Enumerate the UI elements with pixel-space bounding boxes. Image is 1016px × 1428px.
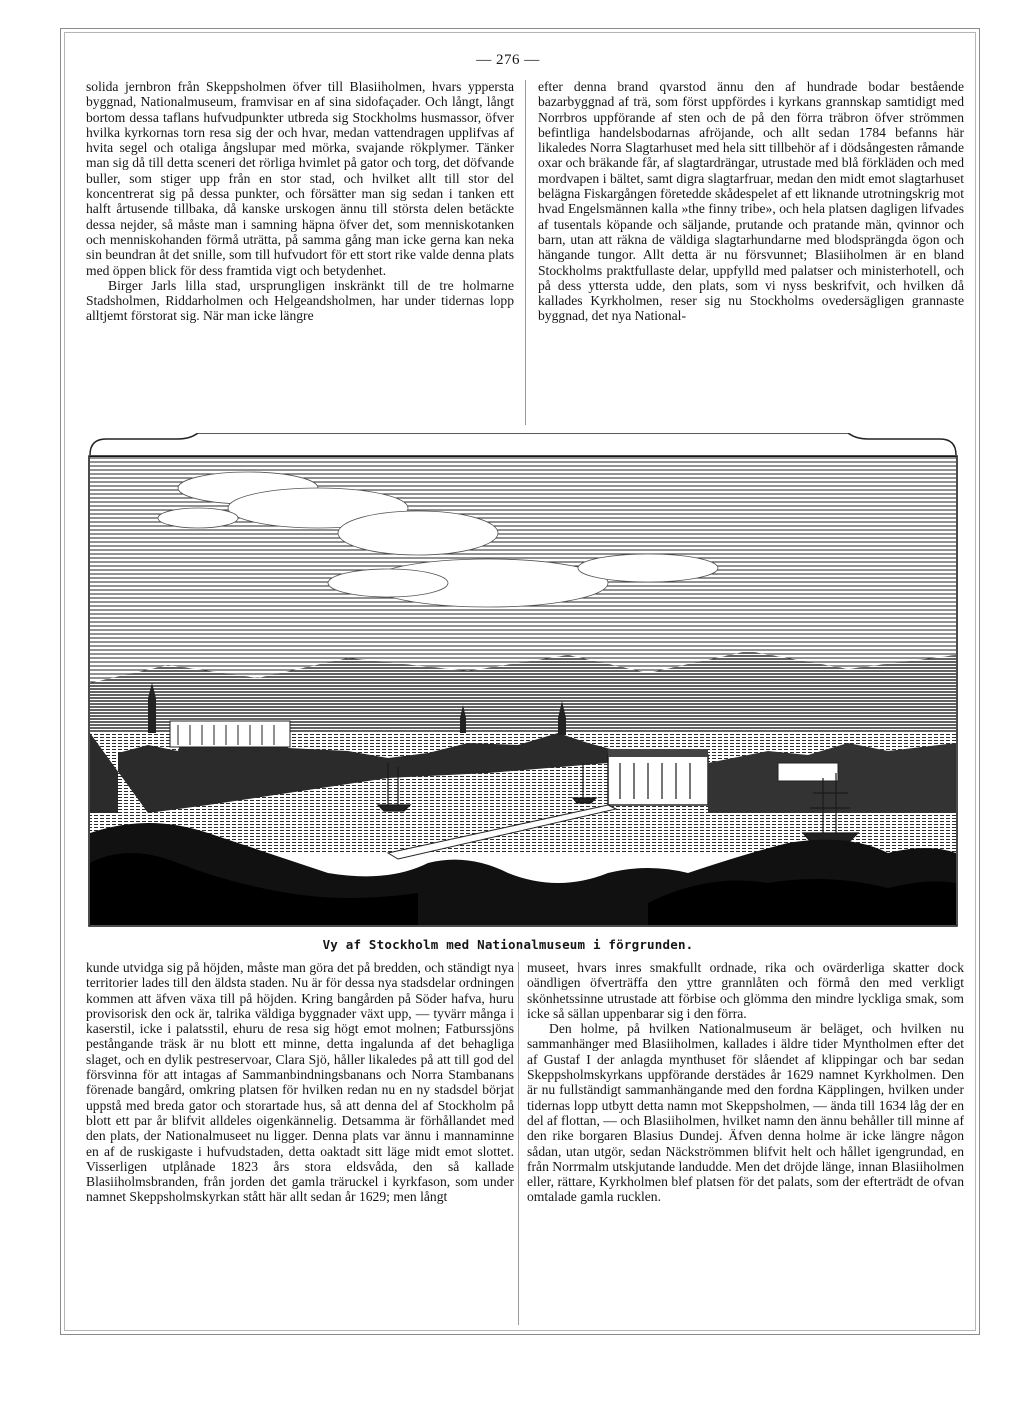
paragraph: solida jernbron från Skeppsholmen öfver till Blasiiholmen, hvars yppersta byggnad, Nationalmuseum, framvisar en af sina sidofaçader. Och långt, långt bortom dessa taflans hufvudpunkter utbreda sig Stockholms husmassor, öfver hvilka kyrkornas torn resa sig der och hvar, medan vattendragen upplifvas af hvita segel och otaliga ångslupar med mörka, svajande rökplymer. Tänker man sig då till detta sceneri det rörliga hvimlet på gator och torg, det döfvande buller, som stiger upp från en stor stad, och hvilket allt till stor del koncentrerat sig på dessa punkter, och försätter man sig sedan i tanken ett halft årtusende tillbaka, då kanske urskogen ännu till största delen betäckte dessa nejder, så måste man i samning häpna öfver det, som menniskotanken och menniskohanden förmå uträtta, på samma gång man icke gerna kan neka sin beundran åt det snille, som till hufvudort för ett stort rike valde denna plats med öppen blick för dess framtida vigt och betydenhet. [86,79,514,278]
engraving-illustration [88,433,958,928]
text-column-top-left [86,79,514,324]
text-column-bottom-left [86,960,514,1205]
paragraph: efter denna brand qvarstod ännu den af hundrade bodar bestående bazarbyggnad af trä, som först uppfördes i kyrkans grannskap samtidigt med Norrbros uppförande af sten och de på den förra träbron öfver strömmen befintliga handelsbodarnas afröjande, och allt sedan 1784 befanns här likaledes Norra Slagtarhuset med hela sitt tillbehör af i dödsångesten råmande oxar och bräkande får, af slagtardrängar, utrustade med blå förkläden och med mordvapen i bältet, samt digra slagtarfruar, medan den midt emot slagtarhuset belägna Fiskargången företedde skådespelet af ett liknande utrotningskrig mot hvad Engelsmännen kalla »the finny tribe», och hela platsen dagligen lifvades af tusentals köpande och säljande, prutande och pratande män, qvinnor och barn, utan att räkna de väldiga slagtarhundarne med blodsprängda ögon och hängande tungor. Allt detta är nu försvunnet; Blasiiholmen är en bland Stockholms praktfullaste delar, uppfylld med palatser och ministerhotell, och på dess yttersta udde, den plats, som vi nyss beskrifvit, och hvilken då kallades Kyrkholmen, reser sig nu Stockholms ovedersägligen grannaste byggnad, det nya National- [538,79,964,324]
text-column-bottom-right [527,960,964,1205]
paragraph: Den holme, på hvilken Nationalmuseum är beläget, och hvilken nu sammanhänger med Blasiiholmen, kallades i äldre tider Myntholmen efter det af Gustaf I der anlagda mynthuset för slåendet af klippingar och bar sedan Skeppsholmskyrkans uppförande derstädes år 1629 namnet Kyrkholmen. Den är nu fullständigt sammanhängande med den fordna Käpplingen, hvilken under tidernas lopp utbytt detta namn mot Skeppsholmen, — ända till 1634 låg der en del af flottan, — och Blasiiholmen, hvilket namn den ännu behåller till minne af den rike borgaren Blasius Dundej. Äfven denna holme är icke längre någon sådan, utan utgör, sedan Näckströmmen blifvit helt och hållet igengrundad, en från Norrmalm utskjutande landudde. Men det dröjde länge, innan Blasiiholmen eller, rättare, Kyrkholmen blef platsen för det palats, som der efterträdt de ofvan omtalade gamla rucklen. [527,1021,964,1205]
engraving-stockholm-view [88,433,958,928]
page-number: — 276 — [476,52,540,68]
column-divider-bottom [518,962,519,1325]
text-column-top-right [538,79,964,324]
paragraph: Birger Jarls lilla stad, ursprungligen inskränkt till de tre holmarne Stadsholmen, Riddarholmen och Helgeandsholmen, har under tidernas lopp alltjemt förstorat sig. När man icke längre [86,277,514,324]
column-divider-top [525,80,526,425]
paragraph: museet, hvars inres smakfullt ordnade, rika och ovärderliga skatter dock oändligen öfverträffa den yttre grannlåten och förmå den med verkligt skönhetssinne utrustade att förbise och glömma den mindre lyckliga smak, som icke så sällan uppenbarar sig i den förra. [527,960,964,1021]
figure-caption: Vy af Stockholm med Nationalmuseum i förgrunden. [322,937,694,952]
paragraph: kunde utvidga sig på höjden, måste man göra det på bredden, och ständigt nya territorier lades till den äldsta staden. Nu är för dessa nya stadsdelar ordningen kommen att äfven växa till på höjden. Kring bangården på Söder hafva, huru provisorisk den ock är, talrika väldiga byggnader växt upp, — tyvärr många i kaserstil, icke i palatsstil, ehuru de resa sig högt emot molnen; Fatburssjöns pestångande träsk är nu blott ett minne, detta ingalunda af det behagliga slaget, och en dylik pestreservoar, Clara Sjö, håller likaledes på att till god del försvinna för att intagas af Sammanbindningsbanans och Norra Stambanans förenade bangård, omkring platsen för hvilken redan nu en ny stadsdel börjat uppstå med breda gator och storartade hus, så att denna del af Stockholm på blott ett par år blifvit alldeles oigenkännelig. Detsamma är förhållandet med den plats, der Nationalmuseet nu ligger. Denna plats var ännu i mannaminne en af de ruskigaste i hufvudstaden, detta oaktadt sitt läge midt emot slottet. Visserligen utplånade 1823 års stora eldsvåda, den så kallade Blasiiholmsbranden, från jorden det gamla träruckel i kyrkfason, som under namnet Skeppsholmskyrkan stått här allt sedan år 1629; men långt [86,960,514,1205]
